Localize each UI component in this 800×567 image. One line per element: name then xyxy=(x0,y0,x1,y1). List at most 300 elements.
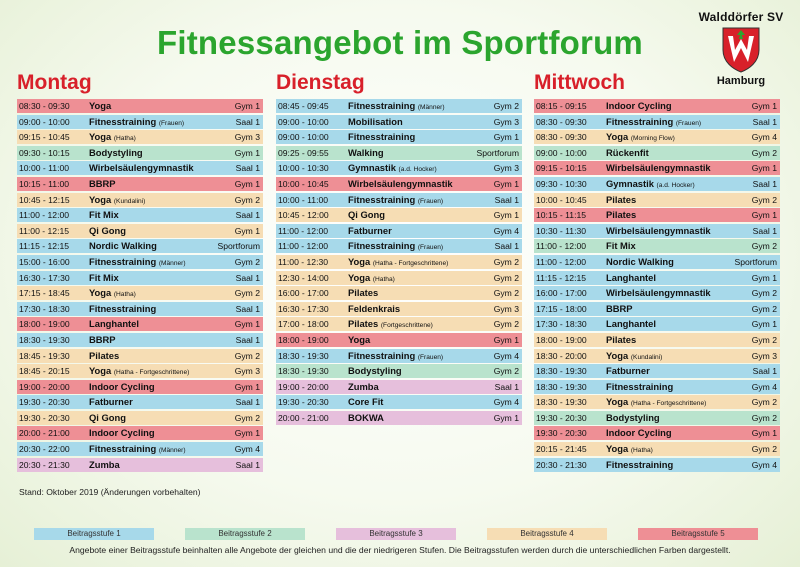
row-course xyxy=(348,115,403,129)
schedule-row xyxy=(276,239,522,253)
schedule-row xyxy=(17,130,263,144)
row-time: 08:15 - 09:15 xyxy=(536,101,587,111)
row-course xyxy=(348,411,384,425)
row-time: 10:45 - 12:15 xyxy=(19,194,70,205)
schedule-row xyxy=(276,317,522,331)
row-time: 18:30 - 19:30 xyxy=(278,366,329,377)
row-time: 19:30 - 20:30 xyxy=(19,412,70,423)
row-room: Saal 1 xyxy=(235,459,260,470)
day-title: Montag xyxy=(17,71,92,94)
course-name: Indoor Cycling xyxy=(89,427,155,439)
row-time: 10:00 - 10:45 xyxy=(278,178,329,189)
course-note: (a.d. Hocker) xyxy=(656,181,695,189)
row-time: 18:30 - 20:00 xyxy=(536,350,587,361)
schedule-row xyxy=(534,239,780,253)
legend-item: Beitragsstufe 3 xyxy=(336,528,456,540)
row-time: 11:00 - 12:15 xyxy=(19,225,70,236)
course-note: (Kundalini) xyxy=(113,197,146,205)
schedule-row xyxy=(17,380,263,394)
course-name: Walking xyxy=(348,146,384,158)
row-room: Gym 1 xyxy=(493,334,519,345)
row-course xyxy=(606,302,633,316)
row-course xyxy=(348,302,400,316)
course-name: Yoga xyxy=(348,271,371,283)
row-time: 08:30 - 09:30 xyxy=(536,132,587,143)
schedule-row xyxy=(276,161,522,175)
row-room: Saal 1 xyxy=(235,116,260,127)
legend xyxy=(34,528,774,540)
row-course xyxy=(348,364,402,378)
row-room: Gym 1 xyxy=(751,101,777,111)
row-course xyxy=(348,177,453,191)
row-room: Gym 1 xyxy=(234,147,260,158)
row-room: Sportforum xyxy=(217,241,260,252)
legend-item: Beitragsstufe 5 xyxy=(638,528,758,540)
row-time: 09:15 - 10:15 xyxy=(536,163,587,174)
row-time: 08:45 - 09:45 xyxy=(278,101,329,111)
course-name: Wirbelsäulengymnastik xyxy=(89,162,194,174)
row-room: Gym 2 xyxy=(234,194,260,205)
course-note: (Männer) xyxy=(158,447,186,455)
row-course xyxy=(89,239,157,253)
row-course xyxy=(348,208,385,222)
schedule-row xyxy=(17,302,263,316)
legend-item: Beitragsstufe 1 xyxy=(34,528,154,540)
course-name: Fitnesstraining xyxy=(348,349,416,361)
day-column-montag xyxy=(17,70,263,473)
course-name: Nordic Walking xyxy=(89,240,157,252)
row-room: Gym 3 xyxy=(234,132,260,143)
course-name: Yoga xyxy=(89,100,112,111)
row-time: 19:00 - 20:00 xyxy=(19,381,70,392)
schedule-row xyxy=(276,115,522,129)
row-time: 08:30 - 09:30 xyxy=(19,101,70,111)
course-name: Core Fit xyxy=(348,396,384,408)
row-room: Saal 1 xyxy=(752,116,777,127)
row-time: 10:15 - 11:15 xyxy=(536,210,587,221)
course-name: Fitnesstraining xyxy=(89,443,157,455)
row-room: Gym 1 xyxy=(234,428,260,439)
course-name: Mobilisation xyxy=(348,115,403,127)
course-note: (Frauen) xyxy=(417,353,444,361)
course-note: (Morning Flow) xyxy=(630,135,675,143)
row-time: 11:00 - 12:00 xyxy=(278,241,329,252)
schedule-row xyxy=(534,193,780,207)
schedule-row xyxy=(534,146,780,160)
schedule-row xyxy=(276,380,522,394)
row-room: Gym 2 xyxy=(751,303,777,314)
course-note: (Hatha - Fortgeschrittene) xyxy=(372,259,449,267)
row-room: Gym 2 xyxy=(493,319,519,330)
row-course xyxy=(89,364,189,380)
row-time: 17:30 - 18:30 xyxy=(536,319,587,330)
schedule-row xyxy=(534,349,780,363)
schedule-row xyxy=(534,161,780,175)
row-room: Saal 1 xyxy=(235,397,260,408)
row-time: 18:00 - 19:00 xyxy=(278,334,329,345)
schedule-row xyxy=(534,333,780,347)
row-time: 17:30 - 18:30 xyxy=(19,303,70,314)
row-course xyxy=(348,193,443,209)
row-room: Saal 1 xyxy=(752,178,777,189)
schedule-row xyxy=(534,458,780,472)
row-room: Gym 2 xyxy=(493,256,519,267)
row-room: Gym 2 xyxy=(234,350,260,361)
row-time: 11:15 - 12:15 xyxy=(536,272,587,283)
row-course xyxy=(348,380,379,394)
row-room: Gym 2 xyxy=(493,288,519,299)
row-course xyxy=(89,271,119,285)
course-name: Yoga xyxy=(89,193,112,205)
course-name: Fitnesstraining xyxy=(606,458,674,470)
course-name: Wirbelsäulengymnastik xyxy=(606,287,711,299)
schedule-row xyxy=(276,146,522,160)
course-name: Fatburner xyxy=(89,396,133,408)
course-name: Fitnesstraining xyxy=(606,380,674,392)
row-room: Gym 2 xyxy=(751,288,777,299)
row-time: 20:15 - 21:45 xyxy=(536,444,587,455)
course-name: Yoga xyxy=(606,396,629,408)
row-room: Gym 3 xyxy=(234,366,260,377)
row-room: Gym 2 xyxy=(493,366,519,377)
day-title: Dienstag xyxy=(276,71,365,94)
row-course xyxy=(89,115,184,131)
row-course xyxy=(348,239,443,255)
course-name: Yoga xyxy=(89,131,112,143)
row-room: Gym 2 xyxy=(751,444,777,455)
row-time: 20:30 - 21:30 xyxy=(536,459,587,470)
row-course xyxy=(89,302,156,316)
course-name: Qi Gong xyxy=(89,411,126,423)
day-title: Mittwoch xyxy=(534,71,625,94)
row-course xyxy=(606,161,711,175)
row-course xyxy=(89,395,133,409)
course-note: (Hatha) xyxy=(113,135,136,143)
schedule-row xyxy=(17,208,263,222)
course-note: (Hatha - Fortgeschrittene) xyxy=(630,400,707,408)
schedule-row xyxy=(534,177,780,191)
row-course xyxy=(89,193,145,209)
schedule-row xyxy=(17,146,263,160)
course-name: Zumba xyxy=(348,380,379,392)
row-course xyxy=(606,177,695,193)
course-name: Fitnesstraining xyxy=(89,255,157,267)
row-course xyxy=(89,349,119,363)
row-time: 10:45 - 12:00 xyxy=(278,210,329,221)
course-name: Gymnastik xyxy=(606,177,654,189)
course-name: Yoga xyxy=(606,131,629,143)
course-name: Yoga xyxy=(348,255,371,267)
schedule-row xyxy=(534,130,780,144)
row-time: 10:00 - 11:00 xyxy=(19,163,70,174)
schedule-row xyxy=(17,99,263,113)
schedule-row xyxy=(534,255,780,269)
course-name: Pilates xyxy=(89,349,120,361)
row-time: 09:30 - 10:30 xyxy=(536,178,587,189)
course-name: Nordic Walking xyxy=(606,255,674,267)
row-room: Gym 1 xyxy=(234,101,260,111)
schedule-row xyxy=(534,302,780,316)
row-room: Saal 1 xyxy=(235,272,260,283)
row-room: Gym 1 xyxy=(751,319,777,330)
row-course xyxy=(606,255,674,269)
course-note: (Hatha) xyxy=(113,291,136,299)
row-room: Saal 1 xyxy=(494,194,519,205)
row-course xyxy=(606,146,649,160)
row-room: Gym 4 xyxy=(751,132,777,143)
course-name: BBRP xyxy=(606,302,633,314)
course-name: Fitnesstraining xyxy=(89,302,157,314)
row-time: 18:00 - 19:00 xyxy=(536,334,587,345)
day-column-dienstag xyxy=(276,70,522,426)
course-note: (Frauen) xyxy=(675,119,702,127)
row-course xyxy=(606,271,656,285)
course-name: Indoor Cycling xyxy=(606,427,672,439)
row-course xyxy=(606,349,662,365)
schedule-row xyxy=(276,208,522,222)
schedule-row xyxy=(534,411,780,425)
schedule-row xyxy=(17,458,263,472)
row-course xyxy=(348,99,445,115)
row-time: 09:00 - 10:00 xyxy=(278,116,329,127)
course-note: (Hatha) xyxy=(372,275,395,283)
row-room: Gym 4 xyxy=(493,225,519,236)
schedule-row xyxy=(17,255,263,269)
row-time: 18:30 - 19:30 xyxy=(278,350,329,361)
row-course xyxy=(89,286,136,302)
row-course xyxy=(348,349,443,365)
row-course xyxy=(348,146,384,160)
course-note: (a.d. Hocker) xyxy=(398,166,437,174)
row-room: Gym 1 xyxy=(751,272,777,283)
row-room: Gym 1 xyxy=(234,178,260,189)
row-room: Gym 2 xyxy=(493,272,519,283)
course-name: Pilates xyxy=(606,333,637,345)
day-column-mittwoch xyxy=(534,70,780,473)
schedule-row xyxy=(17,333,263,347)
schedule-row xyxy=(276,349,522,363)
row-time: 10:00 - 11:00 xyxy=(278,194,329,205)
row-course xyxy=(89,224,126,238)
row-time: 09:00 - 10:00 xyxy=(19,116,70,127)
row-time: 19:30 - 20:30 xyxy=(19,397,70,408)
course-name: Fatburner xyxy=(348,224,392,236)
row-time: 11:00 - 12:00 xyxy=(536,241,587,252)
schedule-row xyxy=(17,161,263,175)
course-note: (Frauen) xyxy=(158,119,185,127)
row-course xyxy=(89,411,126,425)
row-time: 11:00 - 12:30 xyxy=(278,256,329,267)
course-name: Yoga xyxy=(89,365,112,377)
row-time: 18:30 - 19:30 xyxy=(536,366,587,377)
row-time: 18:00 - 19:00 xyxy=(19,319,70,330)
row-course xyxy=(348,224,392,238)
row-time: 10:00 - 10:45 xyxy=(536,194,587,205)
course-name: Pilates xyxy=(348,318,379,330)
row-course xyxy=(606,380,673,394)
schedule-row xyxy=(17,442,263,456)
schedule-row xyxy=(17,426,263,440)
course-name: Pilates xyxy=(606,193,637,205)
row-room: Gym 1 xyxy=(493,132,519,143)
row-course xyxy=(348,317,433,333)
row-course xyxy=(606,239,636,253)
course-name: Qi Gong xyxy=(348,209,385,221)
row-room: Gym 4 xyxy=(234,444,260,455)
row-room: Gym 1 xyxy=(234,319,260,330)
row-time: 18:45 - 19:30 xyxy=(19,350,70,361)
course-name: Fit Mix xyxy=(606,240,636,252)
row-course xyxy=(606,115,701,131)
schedule-row xyxy=(534,224,780,238)
legend-item: Beitragsstufe 4 xyxy=(487,528,607,540)
course-name: Fitnesstraining xyxy=(348,100,416,111)
course-name: Langhantel xyxy=(89,318,140,330)
row-time: 09:25 - 09:55 xyxy=(278,147,329,158)
course-name: Bodystyling xyxy=(89,146,143,158)
row-course xyxy=(606,317,656,331)
row-room: Saal 1 xyxy=(494,381,519,392)
row-course xyxy=(348,130,415,144)
club-name: Walddörfer SV xyxy=(698,10,784,24)
schedule-row xyxy=(17,364,263,378)
row-time: 18:45 - 20:15 xyxy=(19,366,70,377)
schedule-row xyxy=(276,193,522,207)
schedule-row xyxy=(17,349,263,363)
row-course xyxy=(89,255,186,271)
course-name: Fitnesstraining xyxy=(606,115,674,127)
schedule-row xyxy=(534,99,780,113)
page-title: Fitnessangebot im Sportforum xyxy=(157,24,643,61)
row-time: 18:30 - 19:30 xyxy=(19,334,70,345)
row-room: Gym 2 xyxy=(751,397,777,408)
schedule-row xyxy=(534,271,780,285)
row-room: Saal 1 xyxy=(752,225,777,236)
course-name: Wirbelsäulengymnastik xyxy=(606,224,711,236)
row-time: 20:30 - 22:00 xyxy=(19,444,70,455)
row-course xyxy=(606,364,650,378)
row-course xyxy=(89,458,120,472)
row-time: 19:00 - 20:00 xyxy=(278,381,329,392)
course-name: Yoga xyxy=(348,333,371,345)
row-course xyxy=(89,380,155,394)
row-room: Saal 1 xyxy=(752,366,777,377)
row-time: 12:30 - 14:00 xyxy=(278,272,329,283)
row-room: Gym 2 xyxy=(234,256,260,267)
schedule-row xyxy=(276,395,522,409)
schedule-row xyxy=(276,286,522,300)
schedule-row xyxy=(17,395,263,409)
schedule-row xyxy=(276,333,522,347)
course-name: Langhantel xyxy=(606,318,657,330)
row-course xyxy=(89,161,194,175)
row-course xyxy=(606,99,672,113)
course-name: Gymnastik xyxy=(348,162,396,174)
row-course xyxy=(89,442,186,458)
row-course xyxy=(348,395,383,409)
row-time: 15:00 - 16:00 xyxy=(19,256,70,267)
schedule-row xyxy=(17,271,263,285)
course-note: (Männer) xyxy=(417,104,445,111)
course-name: Pilates xyxy=(606,209,637,221)
course-name: BBRP xyxy=(89,333,116,345)
row-room: Gym 1 xyxy=(493,210,519,221)
row-time: 16:30 - 17:30 xyxy=(19,272,70,283)
row-time: 11:00 - 12:00 xyxy=(536,256,587,267)
row-course xyxy=(89,333,116,347)
row-room: Gym 2 xyxy=(751,241,777,252)
row-course xyxy=(606,426,672,440)
club-crest-icon xyxy=(721,26,761,74)
row-time: 19:30 - 20:30 xyxy=(536,412,587,423)
schedule-row xyxy=(17,177,263,191)
row-course xyxy=(89,426,155,440)
course-name: Fatburner xyxy=(606,365,650,377)
row-room: Gym 3 xyxy=(493,303,519,314)
row-room: Gym 3 xyxy=(751,350,777,361)
course-note: (Hatha - Fortgeschrittene) xyxy=(113,369,190,377)
row-time: 19:30 - 20:30 xyxy=(278,397,329,408)
row-course xyxy=(348,255,448,271)
row-room: Gym 3 xyxy=(493,116,519,127)
row-time: 19:30 - 20:30 xyxy=(536,428,587,439)
course-name: BBRP xyxy=(89,177,116,189)
schedule-row xyxy=(276,99,522,113)
course-note: (Frauen) xyxy=(417,197,444,205)
schedule-row xyxy=(276,255,522,269)
course-name: Yoga xyxy=(89,287,112,299)
schedule-row xyxy=(534,442,780,456)
row-room: Gym 2 xyxy=(493,101,519,111)
row-room: Sportforum xyxy=(734,256,777,267)
course-name: Bodystyling xyxy=(606,411,660,423)
course-name: Feldenkrais xyxy=(348,302,401,314)
row-room: Gym 3 xyxy=(493,163,519,174)
course-name: Fit Mix xyxy=(89,209,119,221)
row-time: 09:00 - 10:00 xyxy=(536,147,587,158)
schedule-row xyxy=(17,193,263,207)
row-course xyxy=(606,286,711,300)
row-time: 10:30 - 11:30 xyxy=(536,225,587,236)
row-time: 09:30 - 10:15 xyxy=(19,147,70,158)
schedule-row xyxy=(276,130,522,144)
row-course xyxy=(606,442,653,458)
row-time: 11:00 - 12:00 xyxy=(19,210,70,221)
course-name: Rückenfit xyxy=(606,146,649,158)
row-course xyxy=(89,317,139,331)
row-room: Saal 1 xyxy=(235,303,260,314)
row-course xyxy=(348,161,437,177)
schedule-row xyxy=(17,239,263,253)
schedule-row xyxy=(17,224,263,238)
footnote: Angebote einer Beitragsstufe beinhalten alle Angebote der gleichen und die der niedrigeren Stufen. Die Beitragsstufen werden durch die unterschiedlichen Farben dargestellt. xyxy=(69,545,731,555)
row-time: 10:00 - 10:30 xyxy=(278,163,329,174)
row-time: 20:00 - 21:00 xyxy=(278,412,329,423)
course-name: Zumba xyxy=(89,458,120,470)
row-time: 17:15 - 18:45 xyxy=(19,288,70,299)
row-room: Gym 1 xyxy=(234,225,260,236)
course-name: Indoor Cycling xyxy=(606,100,672,111)
schedule-row xyxy=(534,208,780,222)
row-room: Saal 1 xyxy=(235,334,260,345)
row-room: Gym 1 xyxy=(493,412,519,423)
row-course xyxy=(348,333,370,347)
schedule-row xyxy=(534,364,780,378)
row-room: Gym 2 xyxy=(751,334,777,345)
row-room: Gym 1 xyxy=(751,163,777,174)
course-note: (Kundalini) xyxy=(630,353,663,361)
row-course xyxy=(89,99,111,113)
